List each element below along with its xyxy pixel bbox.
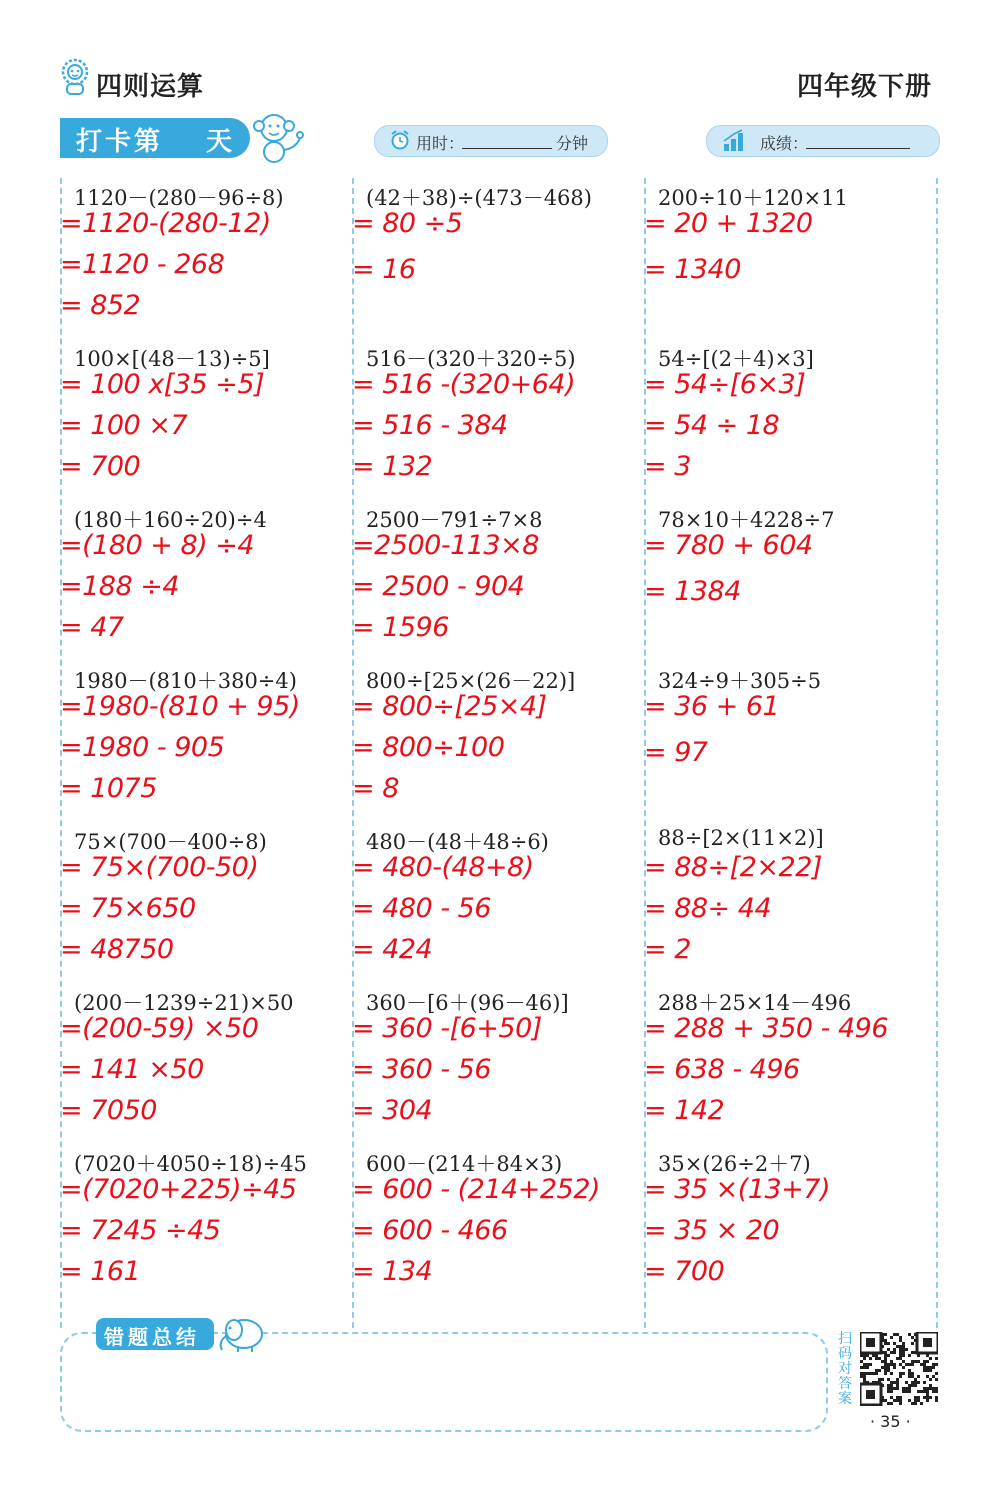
handwritten-step: = 3 (644, 451, 691, 482)
handwritten-step: = 35 ×(13+7) (644, 1174, 830, 1205)
problem-expression: 360－[6＋(96－46)] (366, 991, 569, 1015)
handwritten-step: = 600 - 466 (352, 1215, 508, 1246)
handwritten-step: = 1384 (644, 576, 741, 607)
handwritten-step: = 80 ÷5 (352, 208, 463, 239)
handwritten-step: =1120-(280-12) (60, 208, 271, 239)
handwritten-step: = 8 (352, 773, 399, 804)
time-unit: 分钟 (556, 134, 589, 153)
handwritten-step: =(180 + 8) ÷4 (60, 530, 255, 561)
handwritten-step: = 288 + 350 - 496 (644, 1013, 889, 1044)
grade-label: 四年级下册 (796, 72, 932, 102)
problem-expression: 2500－791÷7×8 (366, 508, 543, 532)
handwritten-step: = 600 - (214+252) (352, 1174, 600, 1205)
problem-expression: 600－(214＋84×3) (366, 1152, 563, 1176)
page-number: · 35 · (870, 1412, 911, 1431)
bar-chart-icon (722, 128, 748, 152)
time-blank[interactable] (462, 148, 552, 149)
handwritten-step: = 2500 - 904 (352, 571, 525, 602)
problem-expression: 324÷9＋305÷5 (658, 669, 822, 693)
handwritten-step: = 100 ×7 (60, 410, 188, 441)
handwritten-step: = 516 -(320+64) (352, 369, 576, 400)
problem-expression: 200÷10＋120×11 (658, 186, 848, 210)
handwritten-step: =(200-59) ×50 (60, 1013, 259, 1044)
handwritten-step: = 852 (60, 290, 141, 321)
handwritten-step: = 132 (352, 451, 433, 482)
problem-expression: (7020＋4050÷18)÷45 (74, 1152, 307, 1176)
handwritten-step: =(7020+225)÷45 (60, 1174, 297, 1205)
handwritten-step: = 1340 (644, 254, 741, 285)
handwritten-step: = 7245 ÷45 (60, 1215, 221, 1246)
handwritten-step: = 134 (352, 1256, 433, 1287)
problem-expression: 480－(48＋48÷6) (366, 830, 549, 854)
problem-expression: 516－(320＋320÷5) (366, 347, 576, 371)
handwritten-step: = 360 - 56 (352, 1054, 492, 1085)
handwritten-step: = 47 (60, 612, 124, 643)
handwritten-step: = 141 ×50 (60, 1054, 204, 1085)
handwritten-step: = 75×650 (60, 893, 196, 924)
handwritten-step: = 35 × 20 (644, 1215, 780, 1246)
right-border (936, 178, 938, 1328)
handwritten-step: = 161 (60, 1256, 141, 1287)
problem-expression: 54÷[(2＋4)×3] (658, 347, 814, 371)
handwritten-step: = 2 (644, 934, 691, 965)
handwritten-step: = 304 (352, 1095, 433, 1126)
score-label: 成绩： (760, 134, 809, 153)
handwritten-step: = 97 (644, 737, 708, 768)
handwritten-step: = 480-(48+8) (352, 852, 534, 883)
handwritten-step: = 100 x[35 ÷5] (60, 369, 265, 400)
qr-code[interactable] (860, 1332, 938, 1406)
handwritten-step: =1980 - 905 (60, 732, 225, 763)
problem-expression: (180＋160÷20)÷4 (74, 508, 267, 532)
handwritten-step: = 7050 (60, 1095, 157, 1126)
problem-expression: 1980－(810＋380÷4) (74, 669, 297, 693)
day-label: 天 (206, 127, 233, 157)
mistake-summary-label: 错题总结 (104, 1325, 200, 1349)
handwritten-step: = 700 (644, 1256, 725, 1287)
handwritten-step: = 1075 (60, 773, 157, 804)
handwritten-step: = 360 -[6+50] (352, 1013, 542, 1044)
handwritten-step: = 800÷[25×4] (352, 691, 547, 722)
problem-expression: 288＋25×14－496 (658, 991, 852, 1015)
scan-for-answers-label: 扫码对答案 (838, 1331, 852, 1407)
handwritten-step: = 16 (352, 254, 416, 285)
handwritten-step: = 1596 (352, 612, 449, 643)
handwritten-step: = 88÷ 44 (644, 893, 772, 924)
handwritten-step: =1980-(810 + 95) (60, 691, 300, 722)
handwritten-step: = 48750 (60, 934, 174, 965)
handwritten-step: = 75×(700-50) (60, 852, 259, 883)
handwritten-step: = 54 ÷ 18 (644, 410, 780, 441)
handwritten-step: = 20 + 1320 (644, 208, 813, 239)
score-blank[interactable] (806, 148, 910, 149)
handwritten-step: =2500-113×8 (352, 530, 539, 561)
handwritten-step: = 700 (60, 451, 141, 482)
handwritten-step: = 516 - 384 (352, 410, 508, 441)
problem-expression: 78×10＋4228÷7 (658, 508, 835, 532)
handwritten-step: = 800÷100 (352, 732, 505, 763)
elephant-icon (212, 1310, 270, 1354)
alarm-clock-icon (390, 129, 410, 151)
problem-expression: 800÷[25×(26－22)] (366, 669, 576, 693)
handwritten-step: = 36 + 61 (644, 691, 780, 722)
handwritten-step: = 142 (644, 1095, 725, 1126)
problem-expression: 100×[(48－13)÷5] (74, 347, 270, 371)
problem-expression: 88÷[2×(11×2)] (658, 826, 824, 850)
lion-mascot-icon (58, 58, 92, 96)
handwritten-step: = 88÷[2×22] (644, 852, 822, 883)
handwritten-step: = 424 (352, 934, 433, 965)
punch-card-label: 打卡第 (76, 127, 164, 157)
problem-expression: 35×(26÷2＋7) (658, 1152, 811, 1176)
problem-expression: (200－1239÷21)×50 (74, 991, 294, 1015)
handwritten-step: = 780 + 604 (644, 530, 813, 561)
problem-expression: 1120－(280－96÷8) (74, 186, 284, 210)
problem-expression: (42＋38)÷(473－468) (366, 186, 592, 210)
handwritten-step: = 54÷[6×3] (644, 369, 806, 400)
monkey-mascot-icon (246, 108, 306, 166)
handwritten-step: =188 ÷4 (60, 571, 180, 602)
handwritten-step: = 480 - 56 (352, 893, 492, 924)
book-title: 四则运算 (96, 72, 205, 102)
handwritten-step: =1120 - 268 (60, 249, 225, 280)
time-label: 用时： (416, 134, 465, 153)
handwritten-step: = 638 - 496 (644, 1054, 800, 1085)
problem-expression: 75×(700－400÷8) (74, 830, 267, 854)
